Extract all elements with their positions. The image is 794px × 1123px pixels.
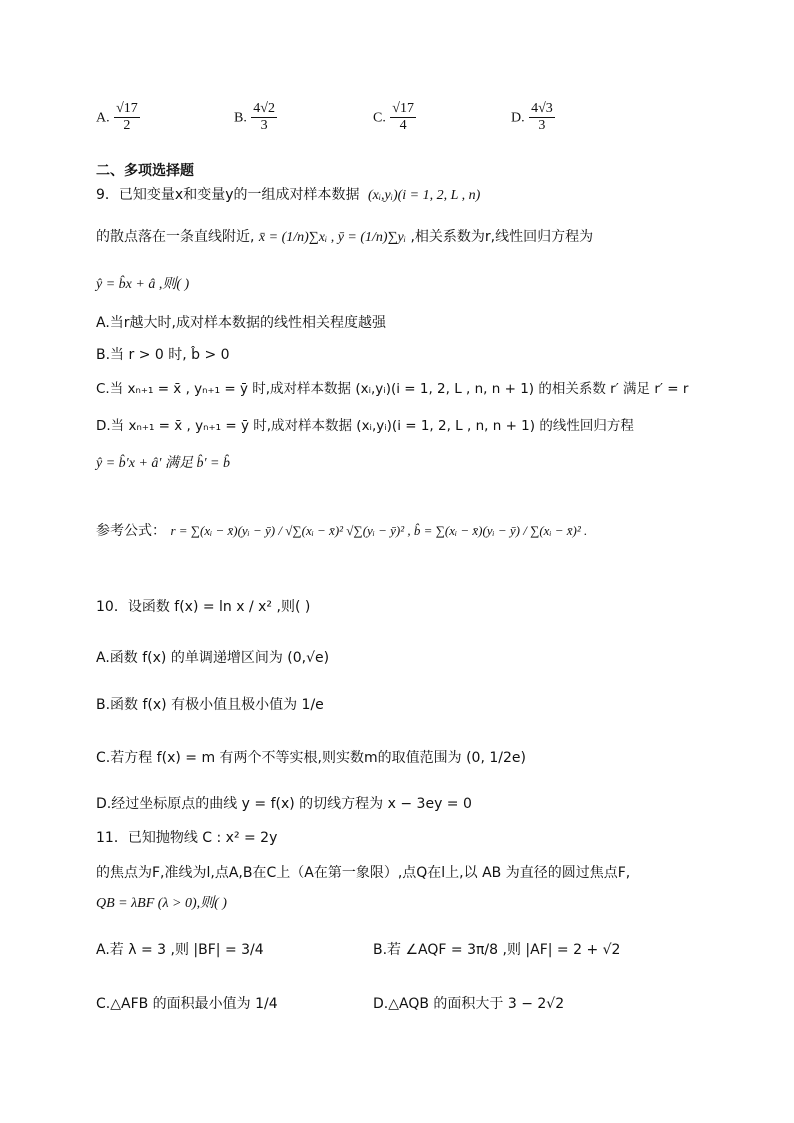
q9-regression-line: ŷ = b̂x + â ,则( ) [96,277,190,292]
q9-option-c: C.当 xₙ₊₁ = x̄ , yₙ₊₁ = ȳ 时,成对样本数据 (xᵢ,yᵢ)(i = 1, 2, L , n, n + 1) 的相关系数 r′ 满足 r′ = r [96,381,689,397]
fraction [390,101,416,134]
q10-option-c: C.若方程 f(x) = m 有两个不等实根,则实数m的取值范围为 (0, 1/2e) [96,750,526,766]
denominator: 2 [123,118,131,133]
numerator: √17 [392,101,414,116]
q9-stem-text: 9．已知变量x和变量y的一组成对样本数据 [96,187,360,203]
q9-sample-set: (xᵢ,yᵢ)(i = 1, 2, L , n) [367,188,481,203]
option-label: C. [373,110,386,126]
denominator: 3 [260,118,268,133]
q11-stem-line3: QB = λBF (λ > 0),则( ) [96,896,227,911]
numerator: √17 [116,101,138,116]
denominator: 3 [538,118,546,133]
option-label: A. [96,110,110,126]
q11-stem-line2: 的焦点为F,准线为l,点A,B在C上（A在第一象限）,点Q在l上,以 AB 为直径的圆过焦点F, [96,865,631,881]
option-label: D. [511,110,525,126]
q10-option-a: A.函数 f(x) 的单调递增区间为 (0,√e) [96,650,330,666]
fraction [529,101,555,134]
section-title: 二、多项选择题 [96,163,194,179]
q11-option-a: A.若 λ = 3 ,则 |BF| = 3/4 [96,942,264,958]
q11-stem: 11．已知抛物线 C : x² = 2y [96,830,278,846]
q11-option-d: D.△AQB 的面积大于 3 − 2√2 [373,996,565,1012]
denominator: 4 [399,118,407,133]
q11-option-c: C.△AFB 的面积最小值为 1/4 [96,996,278,1012]
reference-formula [96,520,587,540]
q9-option-d-line2: ŷ = b̂′x + â′ 满足 b̂′ = b̂ [96,456,230,471]
q9-stem-line2 [96,226,593,246]
numerator: 4√3 [531,101,553,116]
reference-formula-text: r = ∑(xᵢ − x̄)(yᵢ − ȳ) / √∑(xᵢ − x̄)² √∑(yᵢ − ȳ)² , b̂ = ∑(xᵢ − x̄)(yᵢ − ȳ) / ∑(xᵢ − x̄)² . [170,523,588,538]
q9-stem-text: 的散点落在一条直线附近, [96,229,255,245]
q10-option-d: D.经过坐标原点的曲线 y = f(x) 的切线方程为 x − 3ey = 0 [96,796,472,812]
q9-option-a: A.当r越大时,成对样本数据的线性相关程度越强 [96,315,386,331]
q10-option-b: B.函数 f(x) 有极小值且极小值为 1/e [96,697,324,713]
q9-option-b: B.当 r > 0 时, b̂ > 0 [96,347,230,363]
q8-option-c [373,101,416,134]
q9-stem-line1 [96,184,480,204]
q11-option-b: B.若 ∠AQF = 3π/8 ,则 |AF| = 2 + √2 [373,942,621,958]
fraction [251,101,277,134]
q8-option-a [96,101,140,134]
q10-stem: 10．设函数 f(x) = ln x / x² ,则( ) [96,599,311,615]
q8-option-d [511,101,555,134]
numerator: 4√2 [253,101,275,116]
q9-stem-tail: ,相关系数为r,线性回归方程为 [410,229,594,245]
q9-mean-formula: x̄ = (1/n)∑xᵢ , ȳ = (1/n)∑yᵢ [258,230,406,245]
fraction [114,101,140,134]
option-label: B. [234,110,247,126]
q9-option-d: D.当 xₙ₊₁ = x̄ , yₙ₊₁ = ȳ 时,成对样本数据 (xᵢ,yᵢ)(i = 1, 2, L , n, n + 1) 的线性回归方程 [96,418,634,434]
reference-label: 参考公式： [96,523,166,539]
q8-option-b [234,101,277,134]
